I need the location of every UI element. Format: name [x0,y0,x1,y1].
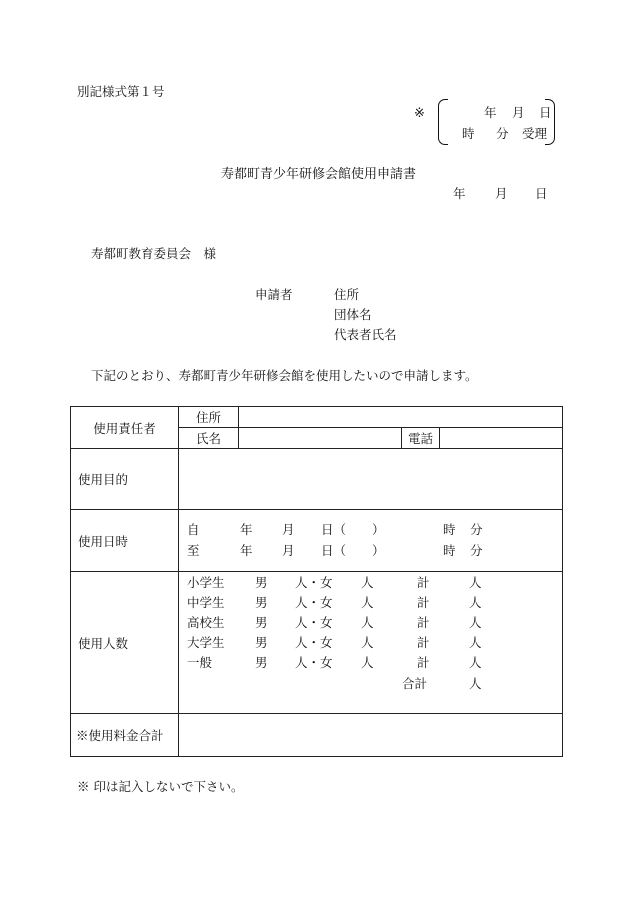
datetime-row [71,510,563,572]
applicant-address-label: 住所 [334,287,360,302]
datetime-from-day: 日（ [321,522,347,537]
purpose-row [71,449,563,510]
count-male: 男 [255,655,268,670]
count-group: 高校生 [187,615,225,630]
count-male-unit: 人・女 [295,615,333,630]
receipt-accepted: 受理 [522,126,548,141]
count-female-unit: 人 [361,655,374,670]
application-table [70,406,563,757]
count-total: 計 [417,635,430,650]
receipt-minute: 分 [496,126,509,141]
count-group: 中学生 [187,595,225,610]
fee-row [71,714,563,757]
datetime-to-day: 日（ [321,543,347,558]
count-row [71,572,563,714]
count-male: 男 [255,635,268,650]
datetime-from-year: 年 [240,522,253,537]
count-female-unit: 人 [361,615,374,630]
date-year: 年 [453,186,466,201]
form-number: 別記様式第１号 [77,84,165,99]
count-male-unit: 人・女 [295,635,333,650]
receipt-year: 年 [484,105,497,120]
count-label: 使用人数 [71,572,179,714]
receipt-hour: 時 [462,126,475,141]
count-male: 男 [255,615,268,630]
receipt-month: 月 [512,105,525,120]
count-total-unit: 人 [469,635,482,650]
phone-field[interactable] [440,428,563,449]
datetime-from-minute: 分 [470,522,483,537]
count-female-unit: 人 [361,575,374,590]
receipt-bracket-left [438,99,448,145]
datetime-to-prefix: 至 [187,543,200,558]
responsible-name-label: 氏名 [179,428,239,449]
count-total-unit: 人 [469,655,482,670]
receipt-mark: ※ [414,106,425,121]
count-male-unit: 人・女 [295,655,333,670]
count-total-unit: 人 [469,575,482,590]
datetime-label: 使用日時 [71,510,179,572]
count-group: 大学生 [187,635,225,650]
count-total-unit: 人 [469,595,482,610]
grand-total-unit: 人 [469,676,482,691]
datetime-to-close: ） [372,543,385,558]
applicant-group-label: 団体名 [334,307,372,322]
count-total: 計 [417,595,430,610]
count-group: 小学生 [187,575,225,590]
datetime-field[interactable] [179,510,563,572]
count-male: 男 [255,575,268,590]
responsible-address-field[interactable] [239,407,563,428]
count-total: 計 [417,615,430,630]
date-month: 月 [495,186,508,201]
datetime-to-hour: 時 [443,543,456,558]
addressee: 寿都町教育委員会 様 [91,246,217,261]
count-total: 計 [417,575,430,590]
count-group: 一般 [187,655,213,670]
page-title: 寿都町青少年研修会館使用申請書 [221,167,417,182]
date-day: 日 [535,186,548,201]
count-male: 男 [255,595,268,610]
grand-total-label: 合計 [402,676,428,691]
datetime-to-month: 月 [282,543,295,558]
receipt-day: 日 [539,105,552,120]
purpose-label: 使用目的 [71,449,179,510]
datetime-to-minute: 分 [470,543,483,558]
responsible-address-row [71,407,563,428]
fee-label: ※使用料金合計 [71,714,179,757]
count-female-unit: 人 [361,635,374,650]
count-total: 計 [417,655,430,670]
count-female-unit: 人 [361,595,374,610]
responsible-address-label: 住所 [179,407,239,428]
responsible-name-field[interactable] [239,428,402,449]
count-field[interactable] [179,572,563,714]
datetime-from-hour: 時 [443,522,456,537]
count-male-unit: 人・女 [295,595,333,610]
applicant-representative-label: 代表者氏名 [334,327,397,342]
datetime-from-month: 月 [282,522,295,537]
purpose-field[interactable] [179,449,563,510]
datetime-from-close: ） [372,522,385,537]
intro-text: 下記のとおり、寿都町青少年研修会館を使用したいので申請します。 [91,368,478,383]
footnote: ※ 印は記入しないで下さい。 [77,779,244,794]
responsible-label: 使用責任者 [71,407,179,449]
applicant-label: 申請者 [255,287,293,302]
fee-field[interactable] [179,714,563,757]
count-total-unit: 人 [469,615,482,630]
phone-label: 電話 [402,428,440,449]
count-male-unit: 人・女 [295,575,333,590]
datetime-from-prefix: 自 [187,522,200,537]
datetime-to-year: 年 [240,543,253,558]
